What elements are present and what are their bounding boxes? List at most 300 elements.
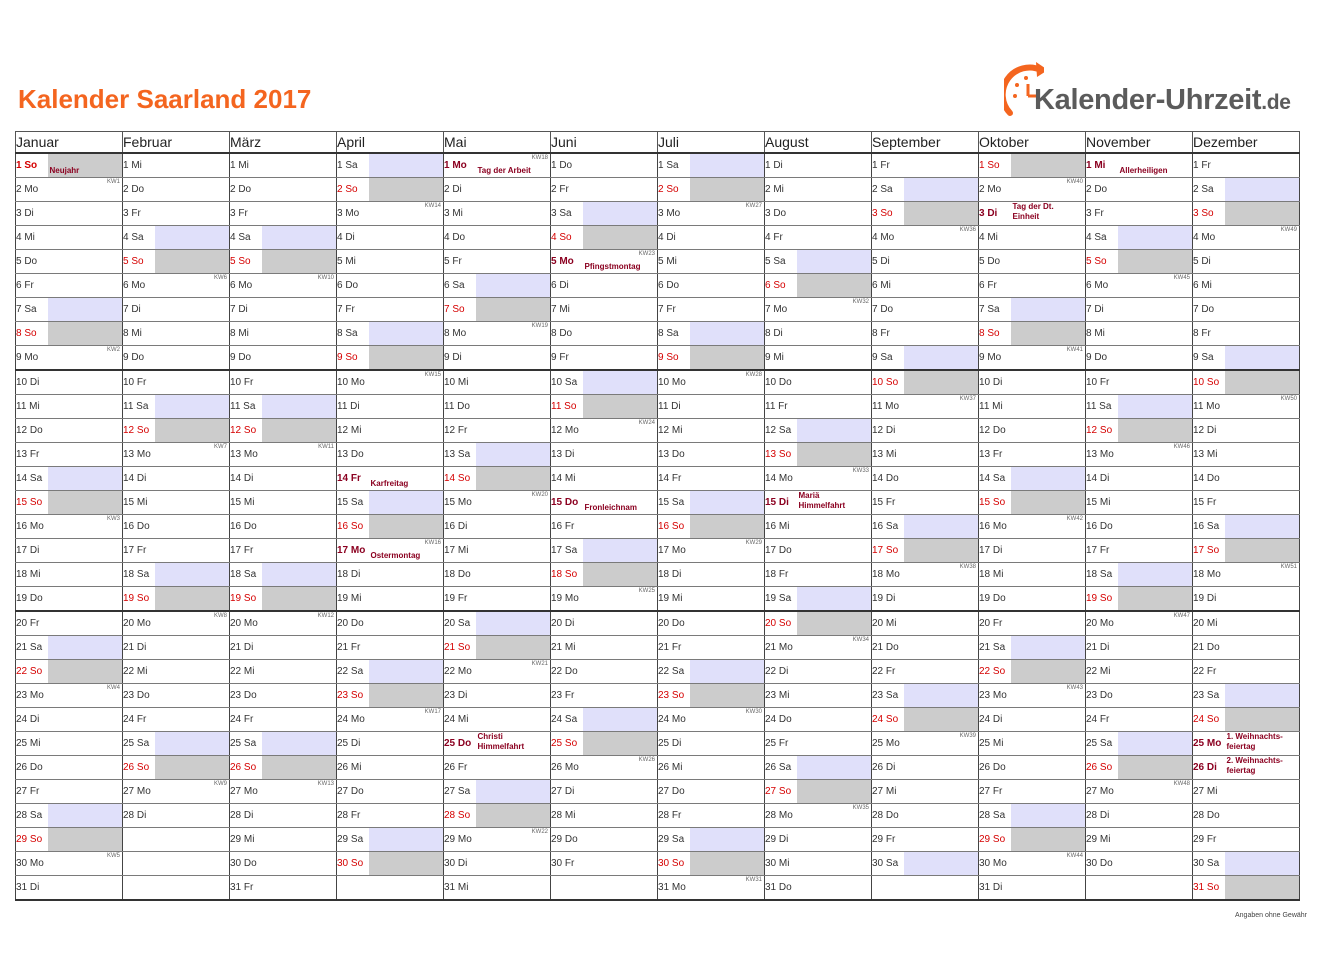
- day-label: 24 Di: [16, 708, 48, 732]
- day-slot: [904, 732, 979, 756]
- day-label: 10 Di: [979, 370, 1011, 395]
- day-label: 31 Mi: [444, 876, 476, 901]
- day-label: 2 Do: [123, 178, 155, 202]
- day-label: 7 Sa: [16, 298, 48, 322]
- empty-slot: [583, 876, 658, 901]
- week-number: KW48: [1173, 781, 1190, 787]
- day-label: 19 Mo: [551, 587, 583, 612]
- day-slot: [1011, 419, 1086, 443]
- day-label: 20 Mo: [1086, 611, 1118, 636]
- day-label: 2 Sa: [872, 178, 904, 202]
- day-row: [16, 876, 1300, 901]
- day-slot: [904, 660, 979, 684]
- day-label: 17 Fr: [123, 539, 155, 563]
- day-label: 6 Di: [551, 274, 583, 298]
- day-slot: [369, 780, 444, 804]
- holiday-name: Tag der Dt. Einheit: [1012, 202, 1054, 221]
- day-slot: [583, 395, 658, 419]
- day-label: 14 Di: [230, 467, 262, 491]
- holiday-name: 2. Weihnachts- feiertag: [1226, 756, 1283, 775]
- day-slot: [583, 370, 658, 395]
- day-label: 3 Di: [979, 202, 1011, 226]
- day-label: 3 Mo: [337, 202, 369, 226]
- day-slot: [155, 370, 230, 395]
- day-slot: [155, 515, 230, 539]
- week-number: KW38: [959, 564, 976, 570]
- day-slot: [1225, 491, 1300, 515]
- day-slot: [904, 780, 979, 804]
- day-slot: [155, 587, 230, 612]
- week-number: KW8: [213, 613, 227, 619]
- day-label: 3 So: [1193, 202, 1225, 226]
- week-number: KW10: [317, 275, 334, 281]
- day-label: 18 Mi: [979, 563, 1011, 587]
- day-slot: [797, 178, 872, 202]
- day-label: 14 Di: [1086, 467, 1118, 491]
- day-label: 23 Di: [444, 684, 476, 708]
- holiday-name: Karfreitag: [370, 479, 409, 488]
- day-slot: [476, 636, 551, 660]
- day-label: 17 So: [1193, 539, 1225, 563]
- day-label: 29 Mi: [1086, 828, 1118, 852]
- day-row: [16, 660, 1300, 684]
- day-slot: [904, 250, 979, 274]
- day-slot: [690, 828, 765, 852]
- day-slot: [155, 804, 230, 828]
- day-label: 21 Fr: [337, 636, 369, 660]
- day-slot: [690, 515, 765, 539]
- day-label: 11 Mi: [979, 395, 1011, 419]
- day-label: 23 Fr: [551, 684, 583, 708]
- day-label: 27 Mo: [230, 780, 262, 804]
- day-label: 22 Mi: [230, 660, 262, 684]
- day-slot: [797, 852, 872, 876]
- day-label: 14 Sa: [16, 467, 48, 491]
- day-slot: [476, 708, 551, 732]
- day-label: 20 Mi: [1193, 611, 1225, 636]
- day-slot: [797, 539, 872, 563]
- day-label: 31 Di: [16, 876, 48, 901]
- day-row: [16, 274, 1300, 298]
- day-slot: [1118, 178, 1193, 202]
- day-label: 25 Mo: [872, 732, 904, 756]
- day-label: 21 Do: [1193, 636, 1225, 660]
- day-slot: [262, 202, 337, 226]
- day-label: 2 Di: [444, 178, 476, 202]
- day-slot: [1225, 539, 1300, 563]
- day-label: 2 Sa: [1193, 178, 1225, 202]
- day-label: 8 Sa: [658, 322, 690, 346]
- day-label: 19 So: [123, 587, 155, 612]
- day-label: 31 So: [1193, 876, 1225, 901]
- day-row: [16, 443, 1300, 467]
- day-slot: [369, 684, 444, 708]
- day-slot: [48, 467, 123, 491]
- day-slot: [1118, 467, 1193, 491]
- day-label: 16 Do: [230, 515, 262, 539]
- day-label: 12 So: [123, 419, 155, 443]
- day-label: 15 Mi: [1086, 491, 1118, 515]
- day-slot: [1118, 298, 1193, 322]
- day-label: 4 Do: [444, 226, 476, 250]
- day-slot: [476, 684, 551, 708]
- day-slot: [583, 587, 658, 612]
- day-row: [16, 828, 1300, 852]
- day-slot: [690, 804, 765, 828]
- day-slot: [1225, 178, 1300, 202]
- day-label: 4 Mo: [872, 226, 904, 250]
- day-label: 9 Sa: [1193, 346, 1225, 371]
- day-label: 28 Mo: [765, 804, 797, 828]
- day-label: 21 Mo: [765, 636, 797, 660]
- month-header: Oktober: [979, 132, 1086, 154]
- day-row: [16, 178, 1300, 202]
- day-slot: [1011, 708, 1086, 732]
- day-label: 9 So: [337, 346, 369, 371]
- day-slot: [904, 708, 979, 732]
- day-slot: [369, 226, 444, 250]
- day-slot: [797, 804, 872, 828]
- day-label: 8 Mi: [230, 322, 262, 346]
- day-slot: [1011, 539, 1086, 563]
- day-slot: [1225, 443, 1300, 467]
- day-label: 7 Sa: [979, 298, 1011, 322]
- day-label: 13 Fr: [16, 443, 48, 467]
- day-slot: [48, 828, 123, 852]
- day-slot: [1225, 804, 1300, 828]
- week-number: KW9: [213, 781, 227, 787]
- day-slot: [1011, 370, 1086, 395]
- day-slot: [155, 226, 230, 250]
- day-slot: [48, 684, 123, 708]
- week-number: KW35: [852, 805, 869, 811]
- holiday-name: Pfingstmontag: [584, 262, 641, 271]
- day-slot: [904, 828, 979, 852]
- day-label: 13 Mi: [872, 443, 904, 467]
- day-slot: [583, 660, 658, 684]
- day-label: 19 Mi: [658, 587, 690, 612]
- day-slot: [1225, 708, 1300, 732]
- day-slot: [1118, 684, 1193, 708]
- day-label: 28 Di: [123, 804, 155, 828]
- day-slot: [262, 419, 337, 443]
- week-number: KW29: [745, 540, 762, 546]
- day-slot: [904, 153, 979, 178]
- day-slot: [369, 370, 444, 395]
- day-slot: [797, 587, 872, 612]
- day-label: 7 Fr: [337, 298, 369, 322]
- day-slot: [1011, 443, 1086, 467]
- day-label: 6 Mo: [123, 274, 155, 298]
- day-label: 1 Mi: [1086, 153, 1118, 178]
- day-label: 30 So: [658, 852, 690, 876]
- day-slot: [262, 611, 337, 636]
- week-number: KW26: [638, 757, 655, 763]
- day-slot: [690, 322, 765, 346]
- day-slot: [262, 322, 337, 346]
- day-label: 16 Do: [123, 515, 155, 539]
- day-slot: [369, 178, 444, 202]
- day-label: 7 Di: [123, 298, 155, 322]
- day-label: 24 Mo: [658, 708, 690, 732]
- day-row: [16, 611, 1300, 636]
- day-slot: [690, 419, 765, 443]
- day-label: 19 Di: [872, 587, 904, 612]
- day-slot: [48, 515, 123, 539]
- day-label: 10 Do: [765, 370, 797, 395]
- day-slot: [690, 274, 765, 298]
- day-label: 10 Fr: [1086, 370, 1118, 395]
- day-label: 5 So: [123, 250, 155, 274]
- day-label: 9 Mo: [979, 346, 1011, 371]
- day-slot: [1225, 153, 1300, 178]
- day-slot: [262, 756, 337, 780]
- day-label: 3 Fr: [230, 202, 262, 226]
- day-label: 19 Do: [979, 587, 1011, 612]
- day-slot: [369, 852, 444, 876]
- week-number: KW45: [1173, 275, 1190, 281]
- day-label: 2 So: [658, 178, 690, 202]
- day-row: [16, 515, 1300, 539]
- day-slot: [48, 756, 123, 780]
- day-slot: [797, 346, 872, 371]
- day-slot: [583, 467, 658, 491]
- day-slot: [583, 756, 658, 780]
- day-slot: [1118, 491, 1193, 515]
- day-slot: [1118, 587, 1193, 612]
- day-slot: [1225, 322, 1300, 346]
- site-logo: [1004, 58, 1304, 120]
- day-label: 27 Mo: [1086, 780, 1118, 804]
- logo-name: Kalender-Uhrzeit: [1034, 84, 1262, 116]
- day-slot: [262, 708, 337, 732]
- week-number: KW39: [959, 733, 976, 739]
- day-slot: [1225, 419, 1300, 443]
- day-slot: [1011, 153, 1086, 178]
- day-label: 5 Mi: [658, 250, 690, 274]
- day-label: 11 Di: [337, 395, 369, 419]
- day-slot: [690, 491, 765, 515]
- day-slot: [797, 756, 872, 780]
- day-label: 31 Mo: [658, 876, 690, 901]
- day-slot: [1225, 467, 1300, 491]
- day-label: 12 Fr: [444, 419, 476, 443]
- day-slot: [262, 804, 337, 828]
- empty-day: [551, 876, 583, 901]
- day-slot: [369, 587, 444, 612]
- day-label: 9 Di: [444, 346, 476, 371]
- day-label: 16 Sa: [872, 515, 904, 539]
- day-label: 2 Mo: [16, 178, 48, 202]
- day-slot: [262, 563, 337, 587]
- day-slot: [1118, 780, 1193, 804]
- day-slot: [1225, 274, 1300, 298]
- day-label: 28 Di: [1086, 804, 1118, 828]
- day-slot: [262, 684, 337, 708]
- day-slot: [262, 852, 337, 876]
- day-slot: [48, 395, 123, 419]
- day-label: 22 Do: [551, 660, 583, 684]
- week-number: KW7: [213, 444, 227, 450]
- day-label: 11 Do: [444, 395, 476, 419]
- day-slot: [262, 274, 337, 298]
- day-label: 26 So: [123, 756, 155, 780]
- day-label: 24 Mi: [444, 708, 476, 732]
- day-slot: [904, 636, 979, 660]
- day-slot: [797, 395, 872, 419]
- day-label: 25 Di: [337, 732, 369, 756]
- day-slot: [476, 274, 551, 298]
- day-slot: [583, 539, 658, 563]
- day-label: 2 So: [337, 178, 369, 202]
- day-label: 4 Fr: [765, 226, 797, 250]
- day-slot: [155, 274, 230, 298]
- day-label: 6 Do: [658, 274, 690, 298]
- day-slot: [155, 539, 230, 563]
- day-slot: [904, 491, 979, 515]
- day-label: 22 Mi: [1086, 660, 1118, 684]
- day-slot: [262, 828, 337, 852]
- day-slot: [369, 828, 444, 852]
- day-slot: [1118, 515, 1193, 539]
- day-slot: [690, 467, 765, 491]
- day-slot: [369, 467, 444, 491]
- day-slot: [155, 732, 230, 756]
- day-slot: [476, 756, 551, 780]
- day-label: 1 Do: [551, 153, 583, 178]
- day-label: 14 Mo: [765, 467, 797, 491]
- day-label: 20 Sa: [444, 611, 476, 636]
- week-number: KW44: [1066, 853, 1083, 859]
- day-slot: [1118, 443, 1193, 467]
- day-slot: [904, 178, 979, 202]
- day-label: 8 Sa: [337, 322, 369, 346]
- day-label: 4 Sa: [230, 226, 262, 250]
- day-label: 27 Sa: [444, 780, 476, 804]
- day-slot: [155, 153, 230, 178]
- day-slot: [583, 636, 658, 660]
- day-label: 25 Fr: [765, 732, 797, 756]
- day-slot: [797, 202, 872, 226]
- day-slot: [1118, 563, 1193, 587]
- day-slot: [1011, 250, 1086, 274]
- day-label: 15 Mi: [230, 491, 262, 515]
- day-label: 17 Di: [16, 539, 48, 563]
- day-label: 29 Fr: [872, 828, 904, 852]
- logo-tld: .de: [1261, 91, 1291, 114]
- day-slot: [583, 611, 658, 636]
- day-slot: [690, 250, 765, 274]
- year-calendar: [15, 131, 1300, 901]
- day-label: 5 Do: [979, 250, 1011, 274]
- day-slot: [155, 250, 230, 274]
- day-slot: [1225, 563, 1300, 587]
- day-row: [16, 226, 1300, 250]
- day-slot: [1225, 250, 1300, 274]
- day-slot: [369, 153, 444, 178]
- day-row: [16, 153, 1300, 178]
- day-label: 1 Fr: [1193, 153, 1225, 178]
- day-row: [16, 587, 1300, 612]
- day-slot: [262, 370, 337, 395]
- day-slot: [476, 419, 551, 443]
- day-slot: [690, 636, 765, 660]
- day-label: 6 Do: [337, 274, 369, 298]
- day-slot: [476, 322, 551, 346]
- day-label: 29 Mo: [444, 828, 476, 852]
- day-label: 27 Do: [337, 780, 369, 804]
- day-slot: [262, 636, 337, 660]
- day-slot: [48, 804, 123, 828]
- day-label: 14 Di: [123, 467, 155, 491]
- day-slot: [48, 636, 123, 660]
- day-label: 16 So: [337, 515, 369, 539]
- week-number: KW42: [1066, 516, 1083, 522]
- day-label: 9 Sa: [872, 346, 904, 371]
- day-label: 7 Mi: [551, 298, 583, 322]
- day-label: 9 Mo: [16, 346, 48, 371]
- day-slot: [690, 852, 765, 876]
- day-label: 23 Sa: [872, 684, 904, 708]
- day-slot: [262, 491, 337, 515]
- day-slot: [262, 250, 337, 274]
- day-label: 13 Mo: [1086, 443, 1118, 467]
- day-label: 7 Di: [230, 298, 262, 322]
- day-slot: [1011, 611, 1086, 636]
- day-slot: [690, 780, 765, 804]
- day-label: 17 Mo: [658, 539, 690, 563]
- day-label: 21 Sa: [979, 636, 1011, 660]
- day-label: 5 So: [230, 250, 262, 274]
- day-label: 20 Mi: [872, 611, 904, 636]
- day-row: [16, 732, 1300, 756]
- day-slot: [690, 876, 765, 901]
- day-label: 4 Mi: [16, 226, 48, 250]
- day-label: 11 Sa: [230, 395, 262, 419]
- day-label: 18 Di: [337, 563, 369, 587]
- day-slot: [48, 780, 123, 804]
- disclaimer: Angaben ohne Gewähr: [1235, 912, 1307, 919]
- day-slot: [797, 780, 872, 804]
- day-label: 3 Mi: [444, 202, 476, 226]
- month-header: Mai: [444, 132, 551, 154]
- day-label: 20 Do: [658, 611, 690, 636]
- day-label: 29 Do: [551, 828, 583, 852]
- day-label: 3 Di: [16, 202, 48, 226]
- day-label: 23 Do: [123, 684, 155, 708]
- day-label: 25 Do: [444, 732, 476, 756]
- month-header-row: [16, 132, 1300, 154]
- day-slot: [155, 419, 230, 443]
- day-label: 26 Mi: [337, 756, 369, 780]
- week-number: KW4: [106, 685, 120, 691]
- day-label: 18 Mi: [16, 563, 48, 587]
- day-label: 5 So: [1086, 250, 1118, 274]
- week-number: KW17: [424, 709, 441, 715]
- day-slot: [1011, 876, 1086, 901]
- day-label: 24 Di: [979, 708, 1011, 732]
- day-label: 29 Mi: [230, 828, 262, 852]
- day-slot: [48, 876, 123, 901]
- day-slot: [904, 202, 979, 226]
- week-number: KW24: [638, 420, 655, 426]
- empty-slot: [904, 876, 979, 901]
- month-header: August: [765, 132, 872, 154]
- day-slot: [476, 804, 551, 828]
- empty-day: [1086, 876, 1118, 901]
- day-label: 12 Mi: [658, 419, 690, 443]
- day-slot: [690, 298, 765, 322]
